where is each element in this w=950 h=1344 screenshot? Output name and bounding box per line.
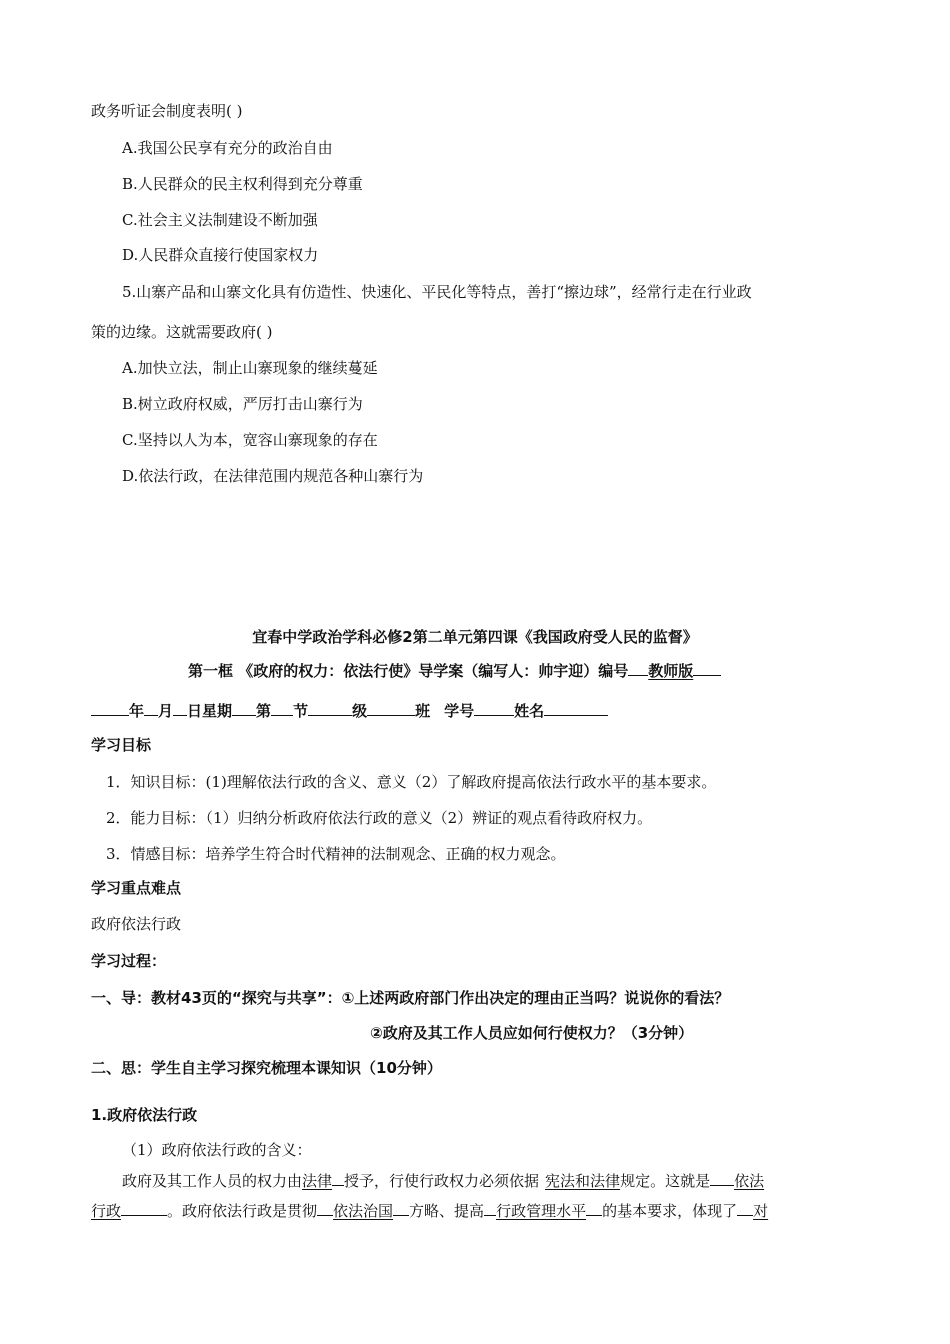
answer-fill: 法律 xyxy=(302,1172,333,1190)
text-fragment: 。政府依法行政是贯彻 xyxy=(167,1202,318,1220)
edition-label: 教师版 xyxy=(648,662,694,680)
subtitle-main: 第一框 《政府的权力：依法行使》导学案（编写人：帅宇迎）编号 xyxy=(188,662,629,680)
period-prefix-label: 第 xyxy=(256,702,272,720)
text-fragment: 政府及其工作人员的权力由 xyxy=(122,1172,303,1190)
text-fragment: 的基本要求，体现了 xyxy=(602,1202,738,1220)
section1-sub: （1）政府依法行政的含义： xyxy=(122,1141,312,1159)
answer-fill: 对 xyxy=(753,1202,769,1220)
year-label: 年 xyxy=(129,702,145,720)
goal-item: 1．知识目标：(1)理解依法行政的含义、意义（2）了解政府提高依法行政水平的基本要求。 xyxy=(106,773,717,791)
student-info-line xyxy=(91,700,608,721)
blank xyxy=(628,660,648,676)
answer-fill: 依法治国 xyxy=(333,1202,394,1220)
process-heading: 学习过程： xyxy=(91,952,167,970)
process-step1-line2: ②政府及其工作人员应如何行使权力？（3分钟） xyxy=(370,1024,694,1042)
student-no-label: 学号 xyxy=(444,702,475,720)
q5-stem-line2: 策的边缘。这就需要政府( ) xyxy=(91,323,273,341)
blank xyxy=(693,660,721,676)
class-label: 班 xyxy=(415,702,431,720)
day-week-label: 日星期 xyxy=(187,702,233,720)
answer-fill: 依法 xyxy=(734,1172,765,1190)
section1-paragraph-line2 xyxy=(91,1200,768,1221)
q4-option-b: B.人民群众的民主权利得到充分尊重 xyxy=(122,175,363,193)
month-label: 月 xyxy=(158,702,174,720)
goals-heading: 学习目标 xyxy=(91,736,152,754)
key-heading: 学习重点难点 xyxy=(91,879,182,897)
answer-fill: 宪法和法律 xyxy=(545,1172,621,1190)
text-fragment: 授予，行使行政权力必须依据 xyxy=(344,1172,540,1190)
q5-stem-line1: 5.山寨产品和山寨文化具有仿造性、快速化、平民化等特点，善打“擦边球”，经常行走在行业政 xyxy=(122,283,752,301)
q4-option-d: D.人民群众直接行使国家权力 xyxy=(122,246,319,264)
section1-paragraph-line1 xyxy=(122,1170,764,1191)
text-fragment: 规定。这就是 xyxy=(620,1172,711,1190)
answer-fill: 行政管理水平 xyxy=(496,1202,587,1220)
goal-item: 2．能力目标：（1）归纳分析政府依法行政的意义（2）辨证的观点看待政府权力。 xyxy=(106,809,653,827)
goal-item: 3．情感目标：培养学生符合时代精神的法制观念、正确的权力观念。 xyxy=(106,845,566,863)
period-label: 节 xyxy=(293,702,309,720)
q5-option-d: D.依法行政，在法律范围内规范各种山寨行为 xyxy=(122,467,424,485)
worksheet-subtitle xyxy=(188,660,721,681)
q4-stem: 政务听证会制度表明( ) xyxy=(91,102,243,120)
text-fragment: 方略、提高 xyxy=(409,1202,485,1220)
name-label: 姓名 xyxy=(514,702,545,720)
answer-fill: 行政 xyxy=(91,1202,122,1220)
section1-heading: 1.政府依法行政 xyxy=(91,1106,198,1124)
q5-option-c: C.坚持以人为本，宽容山寨现象的存在 xyxy=(122,431,378,449)
key-content: 政府依法行政 xyxy=(91,915,182,933)
process-step2: 二、思：学生自主学习探究梳理本课知识（10分钟） xyxy=(91,1059,442,1077)
process-step1-line1: 一、导：教材43页的“探究与共享”：①上述两政府部门作出决定的理由正当吗？说说你的看法？ xyxy=(91,989,730,1007)
q4-option-c: C.社会主义法制建设不断加强 xyxy=(122,211,318,229)
worksheet-title: 宜春中学政治学科必修2第二单元第四课《我国政府受人民的监督》 xyxy=(252,628,698,646)
grade-label: 级 xyxy=(352,702,368,720)
q5-option-a: A.加快立法，制止山寨现象的继续蔓延 xyxy=(122,359,378,377)
q4-option-a: A.我国公民享有充分的政治自由 xyxy=(122,139,333,157)
q5-option-b: B.树立政府权威，严厉打击山寨行为 xyxy=(122,395,363,413)
